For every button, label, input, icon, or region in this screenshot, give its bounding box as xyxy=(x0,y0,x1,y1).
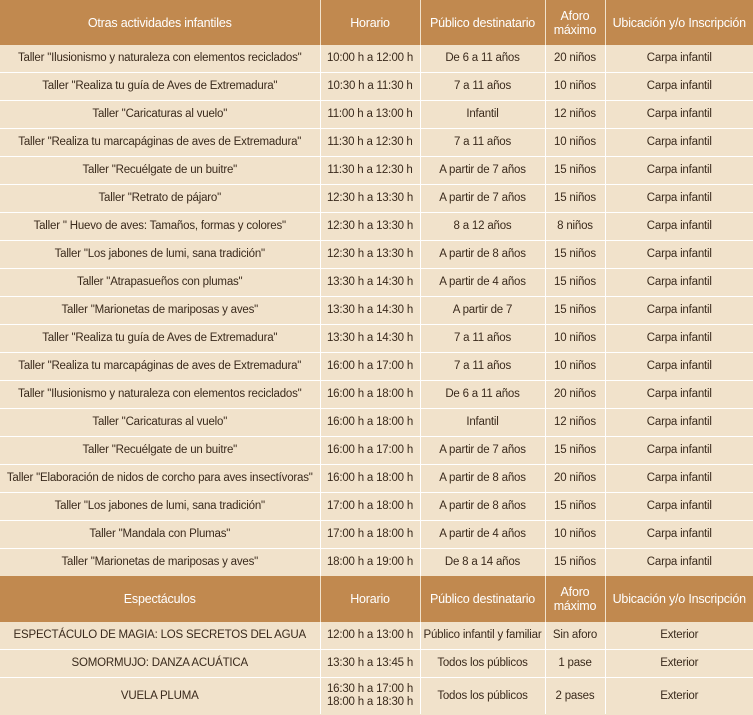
activity-cell: Taller "Realiza tu marcapáginas de aves de Extremadura" xyxy=(0,353,320,381)
publico-cell: A partir de 7 años xyxy=(420,185,545,213)
ubicacion-cell: Carpa infantil xyxy=(605,381,753,409)
publico-cell: Todos los públicos xyxy=(420,650,545,678)
table-row xyxy=(0,157,753,185)
table-row xyxy=(0,101,753,129)
publico-header: Público destinatario xyxy=(420,0,545,45)
activity-cell: SOMORMUJO: DANZA ACUÁTICA xyxy=(0,650,320,678)
aforo-cell: 1 pase xyxy=(545,650,605,678)
table-row xyxy=(0,241,753,269)
activity-cell: Taller "Recuélgate de un buitre" xyxy=(0,437,320,465)
activity-cell: Taller "Caricaturas al vuelo" xyxy=(0,409,320,437)
ubicacion-cell: Exterior xyxy=(660,629,699,641)
table-row xyxy=(0,129,753,157)
horario-cell: 16:00 h a 18:00 h xyxy=(320,465,420,493)
aforo-cell: 10 niños xyxy=(545,521,605,549)
horario-cell: 11:30 h a 12:30 h xyxy=(320,157,420,185)
horario-cell: 16:00 h a 17:00 h xyxy=(320,353,420,381)
activity-cell: Taller " Huevo de aves: Tamaños, formas y colores" xyxy=(0,213,320,241)
publico-header: Público destinatario xyxy=(420,576,545,622)
ubicacion-cell: Carpa infantil xyxy=(646,52,712,64)
aforo-cell: 10 niños xyxy=(545,325,605,353)
horario-cell: 13:30 h a 14:30 h xyxy=(320,269,420,297)
aforo-cell: 15 niños xyxy=(545,185,605,213)
horario-cell: 13:30 h a 13:45 h xyxy=(320,650,420,678)
publico-cell: 7 a 11 años xyxy=(420,73,545,101)
activity-cell: Taller "Ilusionismo y naturaleza con elementos reciclados" xyxy=(0,45,320,73)
horario-cell: 16:00 h a 18:00 h xyxy=(320,381,420,409)
horario-cell: 12:00 h a 13:00 h xyxy=(320,622,420,650)
horario-cell: 18:00 h a 19:00 h xyxy=(320,549,420,577)
horario-cell: 16:30 h a 17:00 h 18:00 h a 18:30 h xyxy=(320,678,420,715)
table-row xyxy=(0,409,753,437)
publico-cell: De 6 a 11 años xyxy=(420,381,545,409)
ubicacion-cell: Carpa infantil xyxy=(605,185,753,213)
table-row xyxy=(0,650,753,678)
aforo-cell: Sin aforo xyxy=(545,622,605,650)
activity-cell: VUELA PLUMA xyxy=(0,678,320,715)
section-header-row xyxy=(0,0,753,45)
ubicacion-cell: Carpa infantil xyxy=(605,465,753,493)
ubicacion-cell: Carpa infantil xyxy=(605,353,753,381)
ubicacion-cell: Carpa infantil xyxy=(605,493,753,521)
activity-cell: Taller "Recuélgate de un buitre" xyxy=(0,157,320,185)
horario-cell: 10:30 h a 11:30 h xyxy=(320,73,420,101)
ubicacion-cell: Carpa infantil xyxy=(605,297,753,325)
activity-cell: Taller "Realiza tu guía de Aves de Extremadura" xyxy=(0,73,320,101)
publico-cell: A partir de 4 años xyxy=(420,521,545,549)
aforo-cell: 12 niños xyxy=(545,101,605,129)
ubicacion-cell: Carpa infantil xyxy=(605,241,753,269)
activity-cell: Taller "Realiza tu marcapáginas de aves de Extremadura" xyxy=(0,129,320,157)
aforo-cell: 10 niños xyxy=(545,353,605,381)
ubicacion-cell: Carpa infantil xyxy=(605,269,753,297)
activity-cell: Taller "Los jabones de lumi, sana tradición" xyxy=(0,241,320,269)
horario-cell: 13:30 h a 14:30 h xyxy=(320,297,420,325)
publico-cell: A partir de 8 años xyxy=(420,493,545,521)
ubicacion-cell: Carpa infantil xyxy=(605,409,753,437)
aforo-cell: 15 niños xyxy=(545,297,605,325)
aforo-header: Aforo máximo xyxy=(545,0,605,45)
horario-cell: 16:00 h a 17:00 h xyxy=(320,437,420,465)
table-row xyxy=(0,465,753,493)
publico-cell: De 6 a 11 años xyxy=(420,45,545,73)
publico-cell: A partir de 7 años xyxy=(420,157,545,185)
table-row xyxy=(0,622,753,650)
table-row xyxy=(0,73,753,101)
horario-header: Horario xyxy=(320,0,420,45)
activity-cell: Taller "Atrapasueños con plumas" xyxy=(0,269,320,297)
ubicacion-header: Ubicación y/o Inscripción xyxy=(605,576,753,622)
ubicacion-cell: Carpa infantil xyxy=(605,73,753,101)
table-row xyxy=(0,185,753,213)
table-row xyxy=(0,45,753,73)
aforo-cell: 15 niños xyxy=(545,549,605,577)
table-row xyxy=(0,297,753,325)
publico-cell: 8 a 12 años xyxy=(420,213,545,241)
aforo-cell: 12 niños xyxy=(545,409,605,437)
ubicacion-cell: Carpa infantil xyxy=(605,325,753,353)
ubicacion-cell: Carpa infantil xyxy=(605,101,753,129)
publico-cell: A partir de 4 años xyxy=(420,269,545,297)
publico-cell: A partir de 7 xyxy=(420,297,545,325)
aforo-cell: 15 niños xyxy=(545,269,605,297)
section-title: Espectáculos xyxy=(0,576,320,622)
aforo-cell: 15 niños xyxy=(545,241,605,269)
table-row xyxy=(0,678,753,715)
table-row xyxy=(0,381,753,409)
horario-cell: 10:00 h a 12:00 h xyxy=(320,45,420,73)
table-row xyxy=(0,437,753,465)
table-row xyxy=(0,549,753,577)
ubicacion-cell: Carpa infantil xyxy=(605,437,753,465)
publico-cell: 7 a 11 años xyxy=(420,129,545,157)
aforo-cell: 20 niños xyxy=(545,465,605,493)
publico-cell: De 8 a 14 años xyxy=(420,549,545,577)
aforo-cell: 8 niños xyxy=(545,213,605,241)
publico-cell: 7 a 11 años xyxy=(420,353,545,381)
horario-cell: 11:30 h a 12:30 h xyxy=(320,129,420,157)
publico-cell: Todos los públicos xyxy=(420,678,545,715)
activity-cell: Taller "Ilusionismo y naturaleza con elementos reciclados" xyxy=(0,381,320,409)
horario-cell: 12:30 h a 13:30 h xyxy=(320,213,420,241)
activity-cell: ESPECTÁCULO DE MAGIA: LOS SECRETOS DEL AGUA xyxy=(0,622,320,650)
activity-cell: Taller "Los jabones de lumi, sana tradición" xyxy=(0,493,320,521)
table-row xyxy=(0,213,753,241)
aforo-cell: 2 pases xyxy=(545,678,605,715)
activity-cell: Taller "Realiza tu guía de Aves de Extremadura" xyxy=(0,325,320,353)
horario-cell: 12:30 h a 13:30 h xyxy=(320,185,420,213)
ubicacion-cell: Carpa infantil xyxy=(605,549,753,577)
activity-cell: Taller "Mandala con Plumas" xyxy=(0,521,320,549)
ubicacion-cell: Carpa infantil xyxy=(605,521,753,549)
ubicacion-header: Ubicación y/o Inscripción xyxy=(605,0,753,45)
aforo-cell: 10 niños xyxy=(545,73,605,101)
publico-cell: Público infantil y familiar xyxy=(420,622,545,650)
publico-cell: Infantil xyxy=(420,409,545,437)
activity-cell: Taller "Caricaturas al vuelo" xyxy=(0,101,320,129)
table-row xyxy=(0,493,753,521)
aforo-cell: 20 niños xyxy=(545,381,605,409)
activity-cell: Taller "Marionetas de mariposas y aves" xyxy=(0,297,320,325)
publico-cell: Infantil xyxy=(420,101,545,129)
ubicacion-cell: Exterior xyxy=(605,678,753,715)
ubicacion-cell: Carpa infantil xyxy=(605,129,753,157)
aforo-cell: 15 niños xyxy=(545,157,605,185)
activity-cell: Taller "Elaboración de nidos de corcho para aves insectívoras" xyxy=(0,465,320,493)
horario-cell: 17:00 h a 18:00 h xyxy=(320,493,420,521)
table-row xyxy=(0,521,753,549)
aforo-header: Aforo máximo xyxy=(545,576,605,622)
horario-header: Horario xyxy=(320,576,420,622)
ubicacion-cell: Carpa infantil xyxy=(605,157,753,185)
publico-cell: A partir de 8 años xyxy=(420,241,545,269)
table-row xyxy=(0,325,753,353)
horario-cell: 13:30 h a 14:30 h xyxy=(320,325,420,353)
aforo-cell: 10 niños xyxy=(545,129,605,157)
horario-cell: 16:00 h a 18:00 h xyxy=(320,409,420,437)
activity-cell: Taller "Retrato de pájaro" xyxy=(0,185,320,213)
aforo-cell: 15 niños xyxy=(545,437,605,465)
aforo-cell: 15 niños xyxy=(545,493,605,521)
ubicacion-cell: Carpa infantil xyxy=(605,213,753,241)
section-header-row xyxy=(0,576,753,622)
section-title: Otras actividades infantiles xyxy=(0,0,320,45)
activity-cell: Taller "Marionetas de mariposas y aves" xyxy=(0,549,320,577)
publico-cell: A partir de 8 años xyxy=(420,465,545,493)
table-row xyxy=(0,269,753,297)
horario-cell: 12:30 h a 13:30 h xyxy=(320,241,420,269)
table-row xyxy=(0,353,753,381)
horario-cell: 11:00 h a 13:00 h xyxy=(320,101,420,129)
horario-cell: 17:00 h a 18:00 h xyxy=(320,521,420,549)
aforo-cell: 20 niños xyxy=(545,45,605,73)
ubicacion-cell: Exterior xyxy=(605,650,753,678)
publico-cell: 7 a 11 años xyxy=(420,325,545,353)
publico-cell: A partir de 7 años xyxy=(420,437,545,465)
